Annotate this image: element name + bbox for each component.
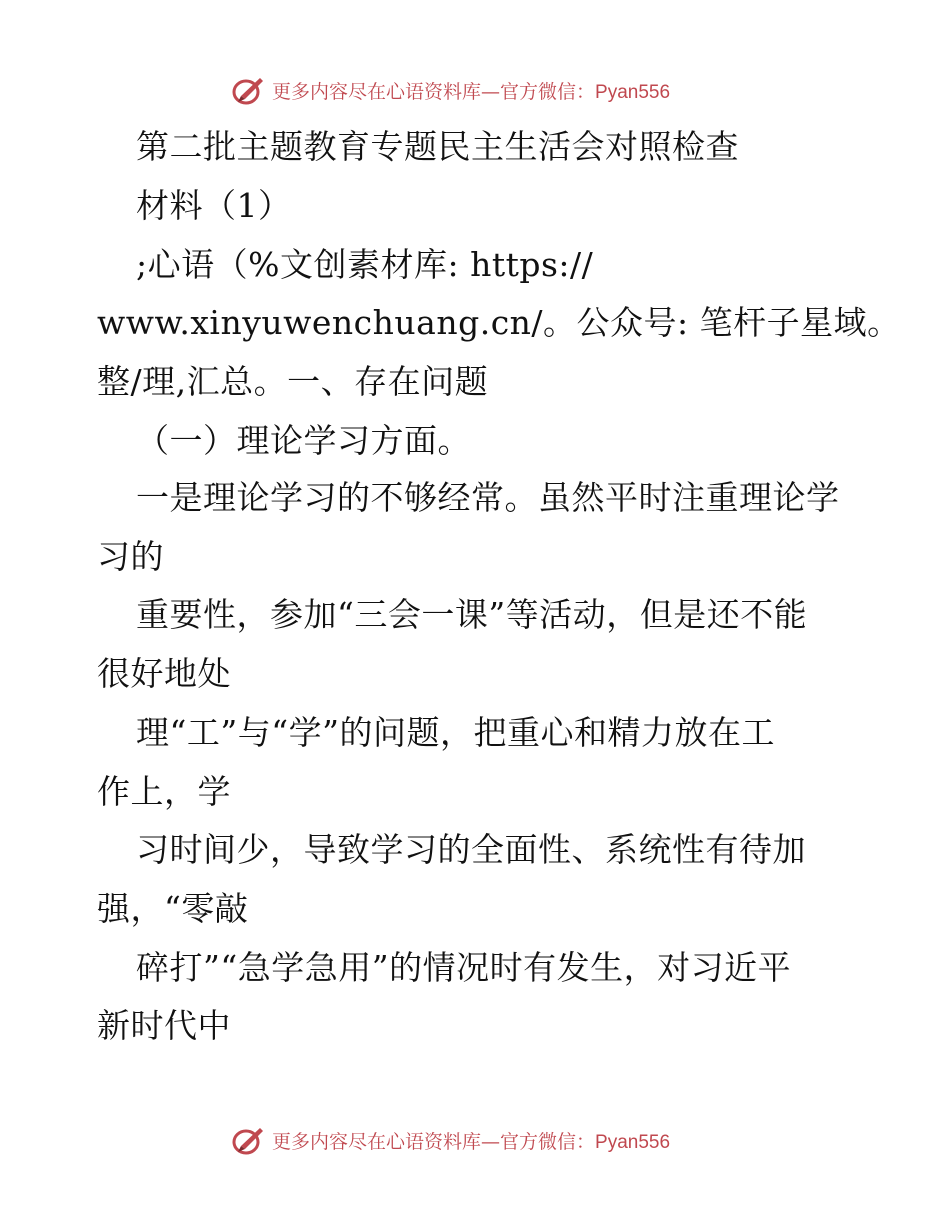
document-title-line-1: 第二批主题教育专题民主生活会对照检查 (136, 127, 739, 166)
footer-watermark-banner (232, 1124, 670, 1156)
body-line: 很好地处 (97, 654, 231, 693)
quill-logo-icon (232, 1124, 266, 1156)
header-watermark-banner (232, 74, 670, 106)
section-heading: （一）理论学习方面。 (136, 421, 471, 460)
document-title-line-2: 材料（1） (136, 186, 292, 225)
body-line: www.xinyuwenchuang.cn/。公众号: 笔杆子星域。 (97, 303, 901, 342)
body-line: 习时间少，导致学习的全面性、系统性有待加 (136, 830, 806, 869)
body-line: 习的 (97, 537, 164, 576)
body-line: 重要性，参加“三会一课”等活动，但是还不能 (136, 595, 808, 634)
banner-wechat-text: 官方微信：Pyan556 (500, 1131, 671, 1153)
banner-wechat-text: 官方微信：Pyan556 (500, 81, 671, 103)
body-line: 新时代中 (97, 1006, 231, 1045)
quill-logo-icon (232, 74, 266, 106)
banner-main-text: 更多内容尽在心语资料库— (272, 80, 501, 103)
body-line: 整/理,汇总。一、存在问题 (97, 362, 489, 401)
body-line: 碎打”“急学急用”的情况时有发生，对习近平 (136, 948, 792, 987)
banner-main-text: 更多内容尽在心语资料库— (272, 1130, 501, 1153)
body-line: 作上，学 (97, 772, 231, 811)
body-line: 一是理论学习的不够经常。虽然平时注重理论学 (136, 478, 840, 517)
body-line: 强，“零敲 (97, 889, 249, 928)
body-line: ;心语（%文创素材库: https:// (136, 245, 594, 284)
body-line: 理“工”与“学”的问题，把重心和精力放在工 (136, 713, 775, 752)
